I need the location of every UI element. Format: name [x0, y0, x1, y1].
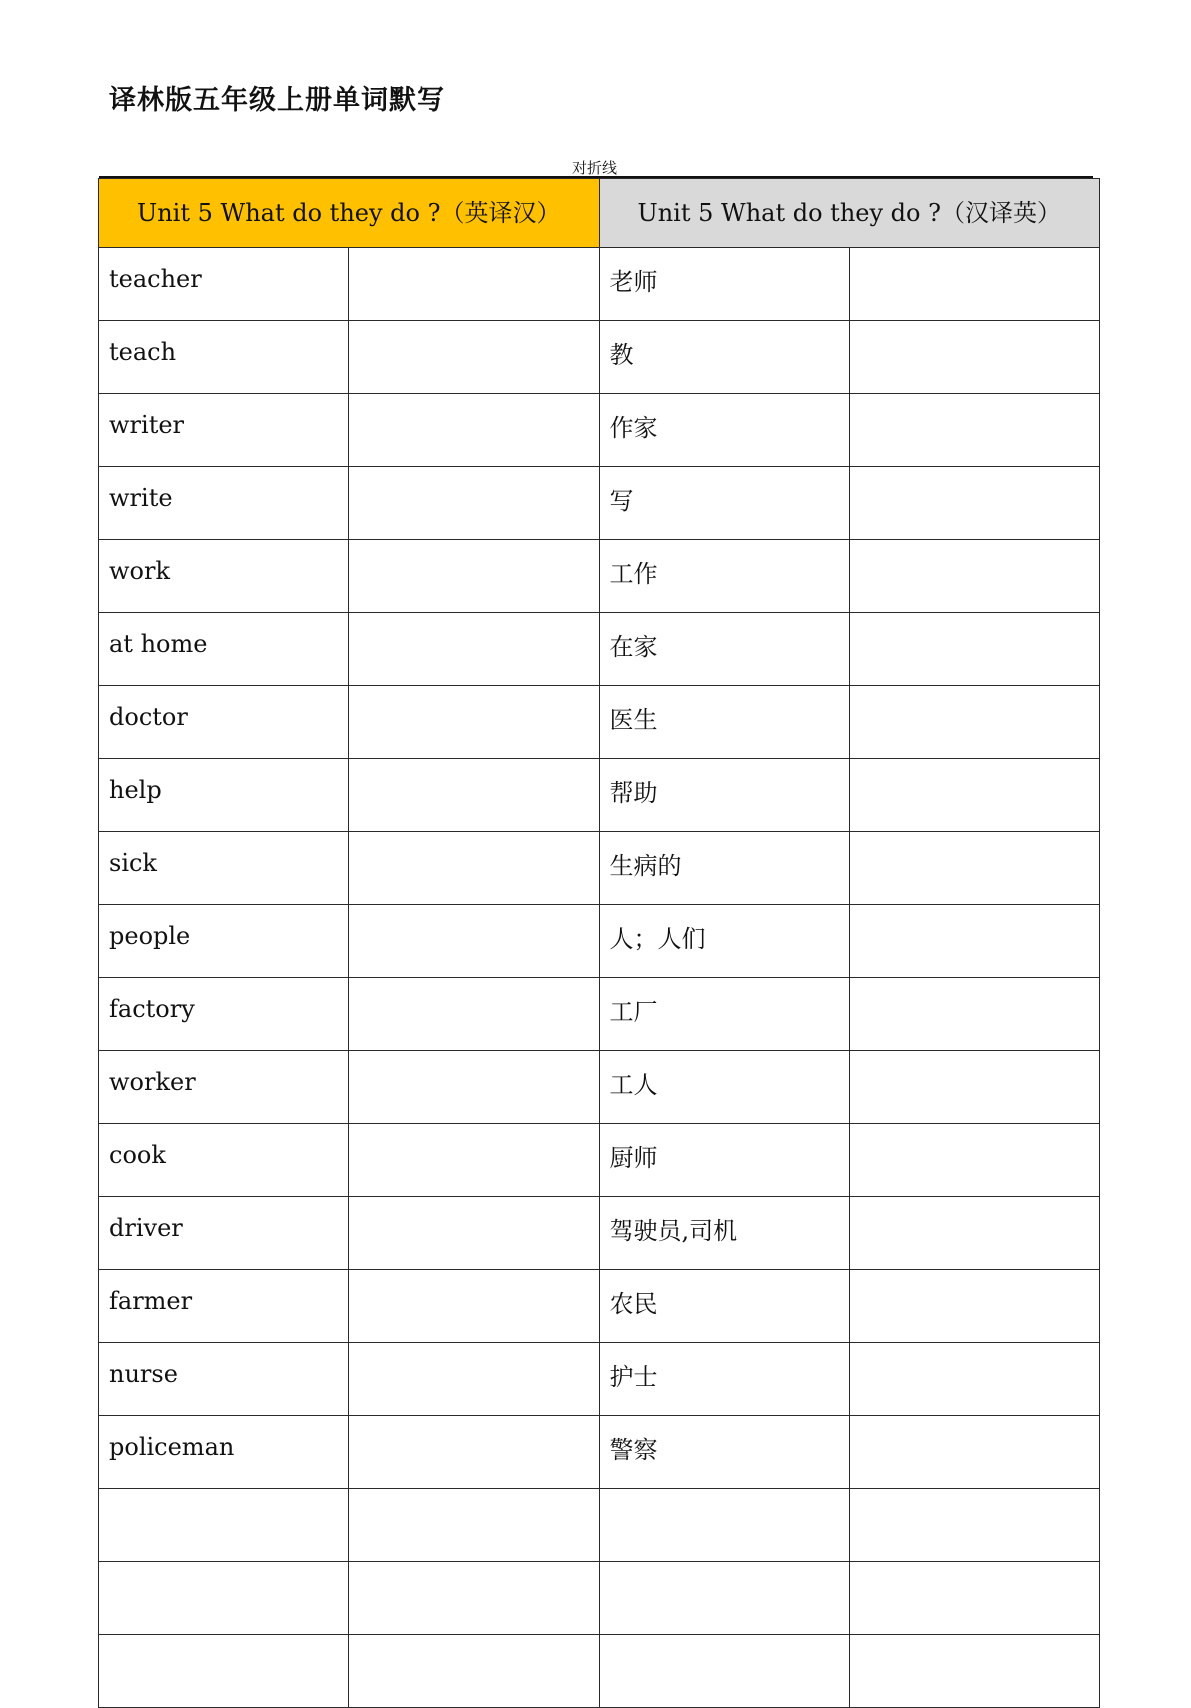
table-row [99, 321, 1100, 394]
table-row [99, 248, 1100, 321]
chinese-answer-blank[interactable] [349, 1124, 599, 1197]
table-row [99, 1051, 1100, 1124]
chinese-answer-blank[interactable] [349, 759, 599, 832]
chinese-answer-blank[interactable] [349, 467, 599, 540]
chinese-answer-blank[interactable] [349, 1489, 599, 1562]
english-answer-blank[interactable] [849, 1489, 1099, 1562]
english-word-cell: teacher [99, 248, 349, 321]
table-row [99, 613, 1100, 686]
english-answer-blank[interactable] [849, 540, 1099, 613]
chinese-answer-blank[interactable] [349, 321, 599, 394]
table-row [99, 759, 1100, 832]
chinese-word-cell [599, 1489, 849, 1562]
table-row [99, 1562, 1100, 1635]
chinese-answer-blank[interactable] [349, 1051, 599, 1124]
chinese-answer-blank[interactable] [349, 1270, 599, 1343]
table-header-row [99, 179, 1100, 248]
chinese-word-cell: 人；人们 [599, 905, 849, 978]
english-word-cell: at home [99, 613, 349, 686]
chinese-answer-blank[interactable] [349, 540, 599, 613]
fold-line-label: 对折线 [572, 159, 618, 177]
english-word-cell: driver [99, 1197, 349, 1270]
chinese-word-cell: 生病的 [599, 832, 849, 905]
chinese-answer-blank[interactable] [349, 613, 599, 686]
table-row [99, 1416, 1100, 1489]
english-word-cell [99, 1489, 349, 1562]
chinese-word-cell: 警察 [599, 1416, 849, 1489]
table-row [99, 1197, 1100, 1270]
chinese-word-cell: 写 [599, 467, 849, 540]
english-word-cell: worker [99, 1051, 349, 1124]
chinese-answer-blank[interactable] [349, 1635, 599, 1708]
chinese-word-cell: 工厂 [599, 978, 849, 1051]
english-word-cell: nurse [99, 1343, 349, 1416]
english-answer-blank[interactable] [849, 394, 1099, 467]
english-answer-blank[interactable] [849, 1562, 1099, 1635]
english-answer-blank[interactable] [849, 978, 1099, 1051]
english-answer-blank[interactable] [849, 613, 1099, 686]
english-answer-blank[interactable] [849, 1124, 1099, 1197]
chinese-answer-blank[interactable] [349, 686, 599, 759]
table-row [99, 1124, 1100, 1197]
chinese-word-cell: 老师 [599, 248, 849, 321]
english-word-cell: doctor [99, 686, 349, 759]
english-answer-blank[interactable] [849, 321, 1099, 394]
table-row [99, 394, 1100, 467]
table-row [99, 905, 1100, 978]
chinese-word-cell: 工人 [599, 1051, 849, 1124]
chinese-word-cell [599, 1562, 849, 1635]
english-word-cell [99, 1562, 349, 1635]
chinese-answer-blank[interactable] [349, 1562, 599, 1635]
english-answer-blank[interactable] [849, 1197, 1099, 1270]
vocabulary-table [98, 178, 1100, 1708]
table-row [99, 540, 1100, 613]
english-word-cell: sick [99, 832, 349, 905]
chinese-answer-blank[interactable] [349, 394, 599, 467]
chinese-answer-blank[interactable] [349, 1197, 599, 1270]
english-word-cell: farmer [99, 1270, 349, 1343]
english-answer-blank[interactable] [849, 248, 1099, 321]
chinese-word-cell: 教 [599, 321, 849, 394]
chinese-answer-blank[interactable] [349, 1343, 599, 1416]
header-chinese-to-english: Unit 5 What do they do ?（汉译英） [599, 179, 1100, 248]
english-answer-blank[interactable] [849, 759, 1099, 832]
chinese-answer-blank[interactable] [349, 248, 599, 321]
english-word-cell: work [99, 540, 349, 613]
header-english-to-chinese: Unit 5 What do they do ?（英译汉） [99, 179, 600, 248]
english-answer-blank[interactable] [849, 832, 1099, 905]
english-word-cell: teach [99, 321, 349, 394]
english-answer-blank[interactable] [849, 467, 1099, 540]
english-word-cell: write [99, 467, 349, 540]
english-word-cell: writer [99, 394, 349, 467]
table-row [99, 832, 1100, 905]
chinese-word-cell: 驾驶员,司机 [599, 1197, 849, 1270]
chinese-word-cell: 医生 [599, 686, 849, 759]
chinese-word-cell: 帮助 [599, 759, 849, 832]
table-row [99, 1489, 1100, 1562]
english-answer-blank[interactable] [849, 1051, 1099, 1124]
english-answer-blank[interactable] [849, 905, 1099, 978]
english-answer-blank[interactable] [849, 1343, 1099, 1416]
chinese-word-cell: 工作 [599, 540, 849, 613]
english-answer-blank[interactable] [849, 1416, 1099, 1489]
english-answer-blank[interactable] [849, 1635, 1099, 1708]
english-word-cell: people [99, 905, 349, 978]
chinese-answer-blank[interactable] [349, 1416, 599, 1489]
chinese-word-cell: 农民 [599, 1270, 849, 1343]
table-row [99, 1343, 1100, 1416]
chinese-word-cell: 护士 [599, 1343, 849, 1416]
table-row [99, 978, 1100, 1051]
chinese-word-cell: 作家 [599, 394, 849, 467]
english-word-cell: help [99, 759, 349, 832]
chinese-answer-blank[interactable] [349, 832, 599, 905]
english-word-cell [99, 1635, 349, 1708]
chinese-word-cell [599, 1635, 849, 1708]
chinese-word-cell: 在家 [599, 613, 849, 686]
table-row [99, 686, 1100, 759]
chinese-answer-blank[interactable] [349, 905, 599, 978]
english-answer-blank[interactable] [849, 1270, 1099, 1343]
english-answer-blank[interactable] [849, 686, 1099, 759]
chinese-answer-blank[interactable] [349, 978, 599, 1051]
english-word-cell: policeman [99, 1416, 349, 1489]
english-word-cell: factory [99, 978, 349, 1051]
table-row [99, 1270, 1100, 1343]
table-row [99, 467, 1100, 540]
table-row [99, 1635, 1100, 1708]
chinese-word-cell: 厨师 [599, 1124, 849, 1197]
english-word-cell: cook [99, 1124, 349, 1197]
page-title: 译林版五年级上册单词默写 [109, 85, 445, 116]
